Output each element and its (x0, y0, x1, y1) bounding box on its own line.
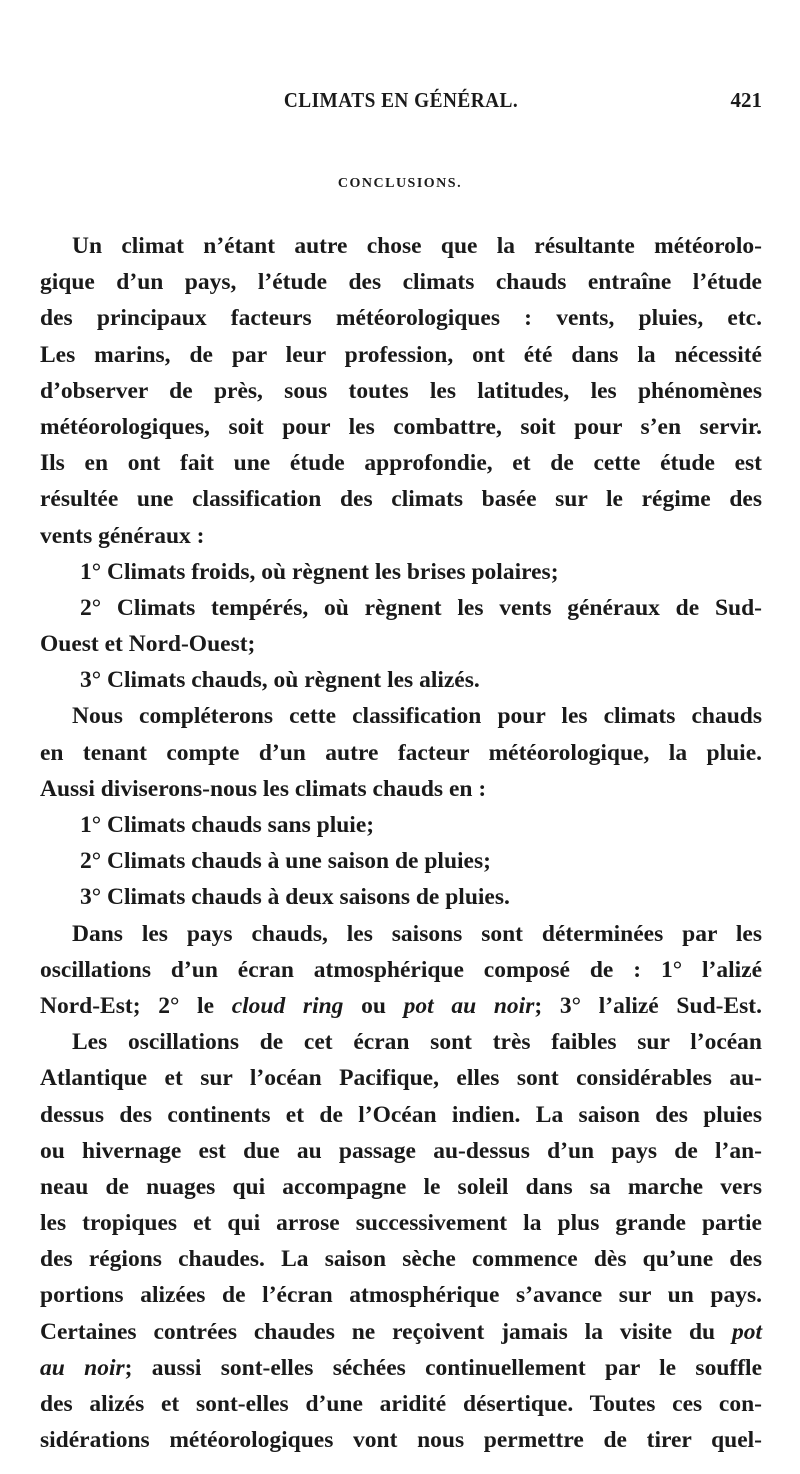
italic-term: au noir (40, 1354, 125, 1381)
text-line: Les oscillations de cet écran sont très faibles sur l’océan (72, 1029, 762, 1056)
text-line: résultée une classification des climats basée sur le régime des (40, 486, 762, 513)
section-heading: CONCLUSIONS. (337, 176, 463, 191)
text-line (40, 1350, 762, 1386)
text-line: neau de nuages qui accompagne le soleil dans sa marche vers (40, 1173, 762, 1200)
text-line: Ils en ont fait une étude approfondie, et de cette étude est (40, 450, 762, 477)
list-item: 1° Climats froids, où règnent les brises polaires; (80, 558, 559, 585)
text-line: météorologiques, soit pour les combattre, soit pour s’en servir. (40, 413, 762, 440)
text-line: les tropiques et qui arrose successivement la plus grande partie (40, 1210, 762, 1237)
text-line (40, 1314, 762, 1350)
italic-term: pot au noir (403, 992, 535, 1019)
text-line: Aussi diviserons-nous les climats chauds en : (40, 775, 487, 802)
text-line: ou hivernage est due au passage au-dessus d’un pays de l’an- (40, 1137, 762, 1164)
text-line: gique d’un pays, l’étude des climats chauds entraîne l’étude (40, 269, 762, 296)
text-line: en tenant compte d’un autre facteur météorologique, la pluie. (40, 739, 762, 766)
text-segment: ou (343, 992, 404, 1019)
text-line: d’observer de près, sous toutes les latitudes, les phénomènes (40, 377, 762, 404)
text-line: vents généraux : (40, 522, 205, 549)
text-line: Nous compléterons cette classification pour les climats chauds (72, 703, 762, 730)
text-line: Les marins, de par leur profession, ont été dans la nécessité (40, 341, 762, 368)
italic-term: cloud ring (231, 992, 344, 1019)
text-line: Dans les pays chauds, les saisons sont déterminées par les (72, 920, 762, 947)
text-segment: ; aussi sont-elles séchées continuellement par le souffle (124, 1354, 762, 1381)
list-item: 1° Climats chauds sans pluie; (80, 812, 375, 838)
text-line (40, 988, 762, 1024)
text-line: portions alizées de l’écran atmosphérique s’avance sur un pays. (40, 1282, 762, 1309)
list-item: 2° Climats tempérés, où règnent les vents généraux de Sud- (80, 594, 762, 621)
text-line: des régions chaudes. La saison sèche commence dès qu’une des (40, 1246, 762, 1273)
text-segment: Certaines contrées chaudes ne reçoivent jamais la visite du (40, 1318, 716, 1345)
list-item: 3° Climats chauds à deux saisons de pluies. (80, 884, 510, 911)
italic-term: pot (731, 1318, 763, 1345)
text-line: Ouest et Nord-Ouest; (40, 631, 256, 658)
text-line: des alizés et sont-elles d’une aridité désertique. Toutes ces con- (40, 1391, 762, 1417)
page-number: 421 (730, 88, 762, 112)
text-line: des principaux facteurs météorologiques : vents, pluies, etc. (40, 305, 762, 332)
text-segment: ; 3° l’alizé Sud-Est. (534, 992, 762, 1019)
text-line: Atlantique et sur l’océan Pacifique, elles sont considérables au- (40, 1065, 762, 1092)
text-line: oscillations d’un écran atmosphérique composé de : 1° l’alizé (40, 956, 762, 983)
text-line: Un climat n’étant autre chose que la résultante météorolo- (72, 233, 762, 259)
list-item: 3° Climats chauds, où règnent les alizés. (80, 667, 480, 694)
list-item: 2° Climats chauds à une saison de pluies; (80, 848, 491, 875)
running-title: CLIMATS EN GÉNÉRAL. (283, 88, 519, 112)
body-text (40, 228, 762, 1458)
text-segment: Nord-Est; 2° le (40, 992, 232, 1019)
running-header (40, 88, 762, 120)
text-line: dessus des continents et de l’Océan indien. La saison des pluies (40, 1101, 762, 1128)
text-line: sidérations météorologiques vont nous permettre de tirer quel- (40, 1427, 762, 1454)
